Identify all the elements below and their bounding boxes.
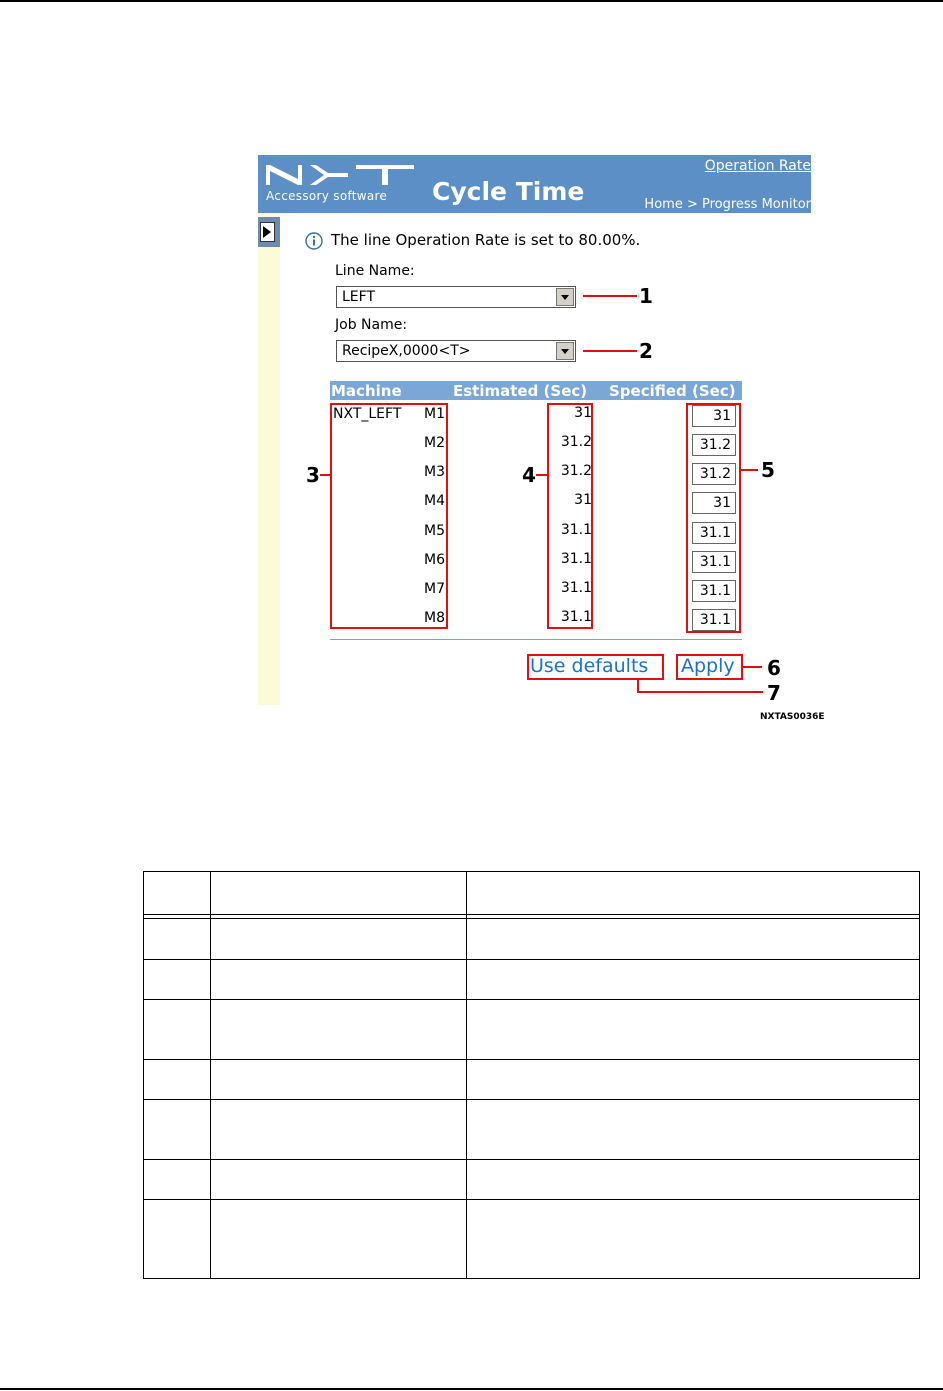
app-header [258, 155, 811, 213]
estimated-cell: 31 [574, 405, 592, 421]
table-header [330, 381, 742, 400]
job-name-value: RecipeX,0000<T> [342, 343, 471, 359]
column-header-estimated: Estimated (Sec) [453, 382, 588, 400]
table-column-divider [210, 872, 211, 1278]
callout-number-3: 3 [306, 463, 320, 487]
specified-input[interactable]: 31.1 [692, 551, 736, 573]
line-name-value: LEFT [342, 289, 376, 305]
specified-input[interactable]: 31.2 [692, 463, 736, 485]
estimated-cell: 31.2 [560, 434, 592, 450]
expand-arrow-icon[interactable] [260, 222, 275, 242]
job-name-select[interactable] [336, 340, 576, 362]
sidebar [258, 213, 280, 705]
chevron-down-icon[interactable] [556, 342, 574, 360]
info-icon [304, 231, 324, 251]
callout-line-3 [320, 474, 331, 476]
callout-box-6 [676, 654, 743, 680]
specified-input[interactable]: 31.2 [692, 434, 736, 456]
page-bottom-rule [0, 1388, 943, 1390]
table-header-rule [144, 918, 919, 919]
line-prefix: NXT_LEFT [333, 406, 402, 422]
logo-subtitle: Accessory software [266, 189, 388, 203]
specified-input[interactable]: 31.1 [692, 609, 736, 631]
estimated-cell: 31.2 [560, 463, 592, 479]
line-name-select[interactable] [336, 286, 576, 308]
table-row-rule [144, 959, 919, 960]
table-row-rule [144, 1199, 919, 1200]
callout-line-7b [637, 691, 763, 693]
callout-box-3 [330, 403, 448, 629]
callout-number-7: 7 [767, 681, 781, 705]
table-row-rule [144, 1099, 919, 1100]
callout-line-6 [742, 666, 762, 668]
breadcrumb[interactable]: Home > Progress Monitor [644, 197, 811, 212]
machine-cell: M6 [424, 552, 445, 568]
callout-number-1: 1 [639, 284, 653, 308]
callout-number-4: 4 [522, 463, 536, 487]
callout-line-2 [583, 350, 637, 352]
page-title: Cycle Time [432, 177, 585, 206]
page-top-rule [0, 0, 943, 2]
machine-cell: M2 [424, 435, 445, 451]
callout-box-4 [547, 403, 593, 629]
estimated-cell: 31.1 [560, 580, 592, 596]
estimated-cell: 31.1 [560, 551, 592, 567]
table-header-rule [144, 914, 919, 915]
machine-cell: M8 [424, 610, 445, 626]
apply-link[interactable]: Apply [681, 655, 735, 677]
column-header-specified: Specified (Sec) [609, 382, 736, 400]
table-row-rule [144, 999, 919, 1000]
specified-input[interactable]: 31.1 [692, 522, 736, 544]
job-name-label: Job Name: [335, 317, 408, 333]
table-column-divider [466, 872, 467, 1278]
operation-rate-link[interactable]: Operation Rate [704, 158, 811, 174]
estimated-cell: 31.1 [560, 522, 592, 538]
table-row-rule [144, 1059, 919, 1060]
machine-cell: M5 [424, 523, 445, 539]
callout-box-7 [527, 654, 664, 680]
specified-input[interactable]: 31 [692, 492, 736, 514]
callout-box-5 [686, 403, 741, 633]
specified-input[interactable]: 31.1 [692, 580, 736, 602]
specified-input[interactable]: 31 [692, 405, 736, 427]
callout-line-1 [583, 295, 637, 297]
callout-line-5 [740, 469, 758, 471]
callout-number-2: 2 [639, 339, 653, 363]
use-defaults-link[interactable]: Use defaults [530, 655, 649, 677]
estimated-cell: 31 [574, 492, 592, 508]
chevron-down-icon[interactable] [556, 288, 574, 306]
callout-number-6: 6 [767, 656, 781, 680]
line-name-label: Line Name: [335, 263, 415, 279]
reference-table [143, 871, 920, 1279]
figure-code: NXTAS0036E [760, 712, 825, 722]
sidebar-toggle[interactable] [258, 217, 280, 247]
info-message: The line Operation Rate is set to 80.00%. [331, 231, 641, 249]
callout-number-5: 5 [761, 458, 775, 482]
column-header-machine: Machine [331, 382, 402, 400]
machine-cell: M3 [424, 464, 445, 480]
machine-cell: M7 [424, 581, 445, 597]
estimated-cell: 31.1 [560, 609, 592, 625]
table-row-rule [144, 1159, 919, 1160]
machine-cell: M4 [424, 493, 445, 509]
table-divider [330, 639, 742, 640]
machine-cell: M1 [424, 406, 445, 422]
callout-line-4 [536, 474, 548, 476]
